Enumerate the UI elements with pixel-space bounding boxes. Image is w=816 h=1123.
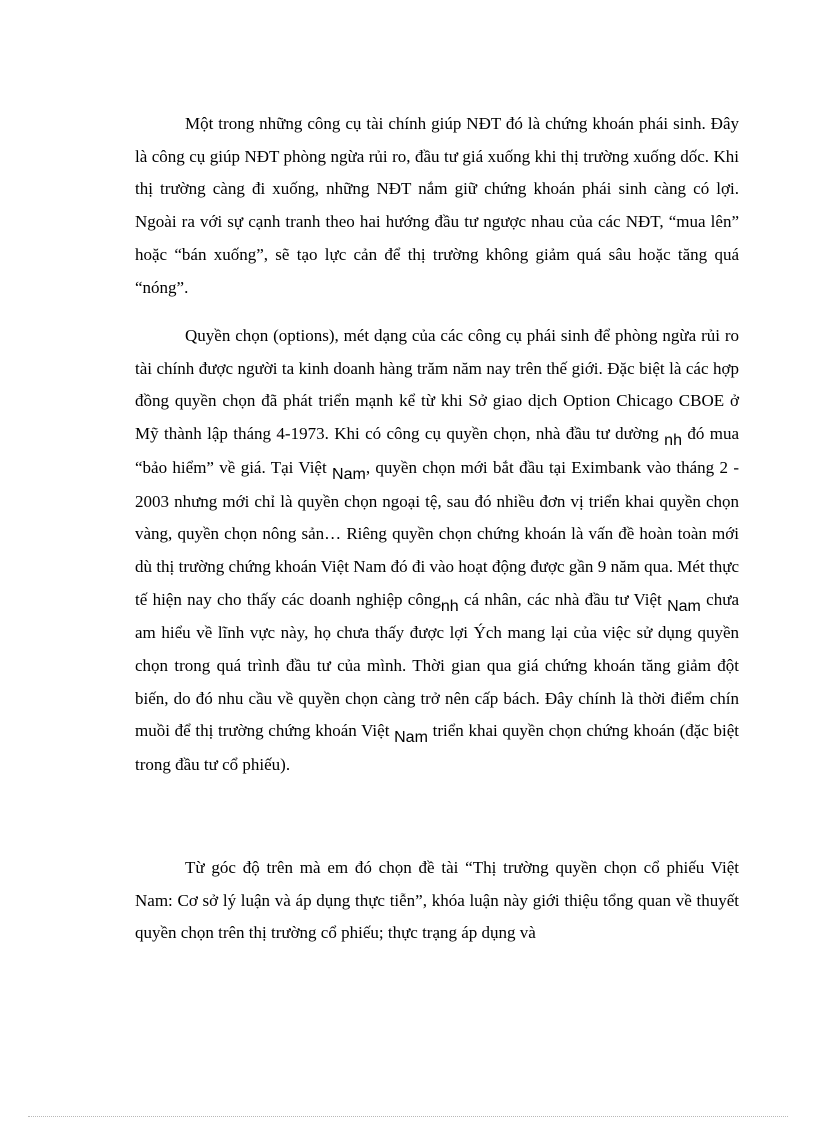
misplaced-text-fragment: Nam bbox=[394, 729, 428, 747]
misplaced-text-fragment: Nam bbox=[667, 597, 701, 615]
page-bottom-divider bbox=[28, 1116, 788, 1117]
paragraph-text: , quyền chọn mới bắt đầu tại Eximbank vào tháng 2 - 2003 nhưng mới chỉ là quyền chọn ngoại tệ, sau đó nhiều đơn vị triển khai quyền chọn vàng, quyền chọn nông sản… Riêng quyền chọn chứng khoán là vấn đề hoàn toàn mới dù thị trường chứng khoán Việt Nam đó đi vào hoạt động được gần 9 năm qua. Mét thực tế hiện nay cho thấy các doanh nghiệp công bbox=[135, 457, 739, 609]
misplaced-text-fragment: nh bbox=[440, 597, 459, 615]
misplaced-text-fragment: nh bbox=[664, 432, 682, 450]
paragraph-text: triển khai quyền chọn chứng khoán (đặc biệt trong đầu tư cổ phiếu). bbox=[135, 721, 740, 775]
paragraph-text: Một trong những công cụ tài chính giúp NĐT đó là chứng khoán phái sinh. Đây là công cụ giúp NĐT phòng ngừa rủi ro, đầu tư giá xuống khi thị trường xuống dốc. Khi thị trường càng đi xuống, những NĐT nắm giữ chứng khoán phái sinh càng có lợi. Ngoài ra với sự cạnh tranh theo hai hướng đầu tư ngược nhau của các NĐT, “mua lên” hoặc “bán xuống”, sẽ tạo lực cản để thị trường không giảm quá sâu hoặc tăng quá “nóng”. bbox=[135, 114, 739, 297]
paragraph-derivatives-intro bbox=[135, 108, 739, 304]
paragraph-options-overview bbox=[135, 320, 739, 782]
paragraph-text: đó mua “bảo hiểm” về giá. Tại Việt bbox=[135, 424, 739, 477]
paragraph-text: cá nhân, các nhà đầu tư Việt bbox=[458, 589, 668, 609]
paragraph-text: chưa am hiểu về lĩnh vực này, họ chưa thấy được lợi Ých mang lại của việc sử dụng quyền chọn trong quá trình đầu tư của mình. Thời gian qua giá chứng khoán tăng giảm đột biến, do đó nhu cầu về quyền chọn càng trở nên cấp bách. Đây chính là thời điểm chín muồi để thị trường chứng khoán Việt bbox=[135, 589, 739, 741]
paragraph-thesis-topic bbox=[135, 852, 739, 950]
misplaced-text-fragment: Nam bbox=[332, 465, 366, 483]
paragraph-text: Quyền chọn (options), mét dạng của các công cụ phái sinh để phòng ngừa rủi ro tài chính được người ta kinh doanh hàng trăm năm nay trên thế giới. Đặc biệt là các hợp đồng quyền chọn đã phát triển mạnh kể từ khi Sở giao dịch Option Chicago CBOE ở Mỹ thành lập tháng 4-1973. Khi có công cụ quyền chọn, nhà đầu tư dường bbox=[135, 326, 739, 444]
paragraph-text: Từ góc độ trên mà em đó chọn đề tài “Thị trường quyền chọn cổ phiếu Việt Nam: Cơ sở lý luận và áp dụng thực tiễn”, khóa luận này giới thiệu tổng quan về thuyết quyền chọn trên thị trường cổ phiếu; thực trạng áp dụng và bbox=[135, 858, 739, 943]
